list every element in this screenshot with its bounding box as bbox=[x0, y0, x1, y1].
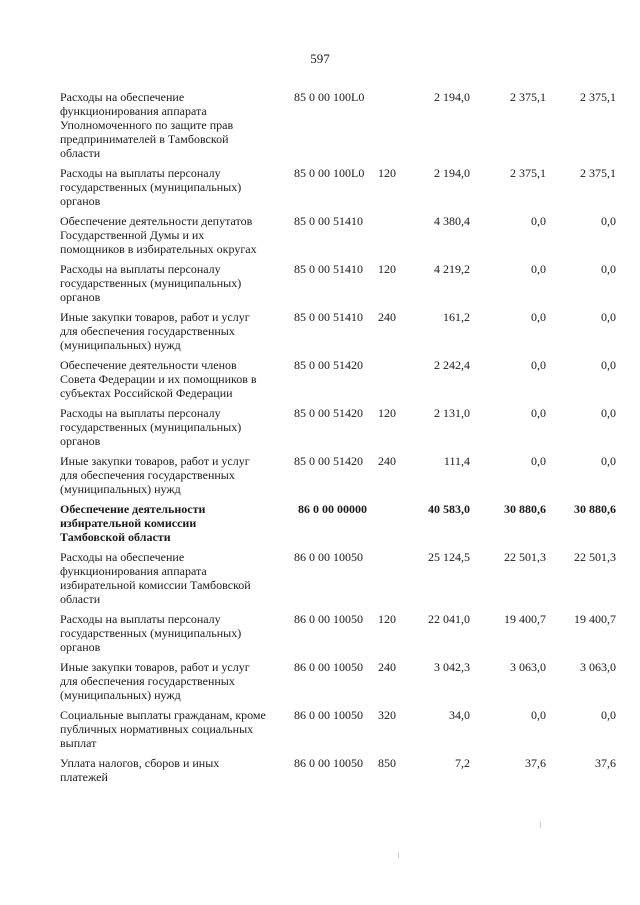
table-row bbox=[60, 166, 620, 208]
row-value-year1: 2 131,0 bbox=[434, 406, 470, 420]
row-code: 85 0 00 51410 bbox=[294, 214, 363, 228]
row-code: 85 0 00 51420 bbox=[294, 454, 363, 468]
row-name: Уплата налогов, сборов и иных платежей bbox=[60, 756, 220, 784]
row-value-year1: 22 041,0 bbox=[428, 612, 470, 626]
row-name: Иные закупки товаров, работ и услуг для обеспечения государственных (муниципальных) нужд bbox=[60, 310, 250, 352]
row-value-year3: 3 063,0 bbox=[580, 660, 616, 674]
row-expense-type: 120 bbox=[378, 406, 396, 420]
row-value-year2: 2 375,1 bbox=[510, 166, 546, 180]
row-value-year2: 0,0 bbox=[531, 454, 546, 468]
row-expense-type: 120 bbox=[378, 612, 396, 626]
row-value-year2: 0,0 bbox=[531, 214, 546, 228]
row-value-year1: 2 242,4 bbox=[434, 358, 470, 372]
row-name: Расходы на обеспечение функционирования аппарата Уполномоченного по защите прав предпринимателей в Тамбовской области bbox=[60, 90, 234, 160]
row-value-year3: 0,0 bbox=[601, 454, 616, 468]
row-value-year3: 2 375,1 bbox=[580, 90, 616, 104]
table-row bbox=[60, 708, 620, 750]
row-name: Обеспечение деятельности депутатов Государственной Думы и их помощников в избирательных округах bbox=[60, 214, 257, 256]
row-name: Иные закупки товаров, работ и услуг для обеспечения государственных (муниципальных) нужд bbox=[60, 660, 250, 702]
row-code: 85 0 00 51410 bbox=[294, 310, 363, 324]
row-value-year1: 7,2 bbox=[455, 756, 470, 770]
row-value-year2: 3 063,0 bbox=[510, 660, 546, 674]
row-expense-type: 240 bbox=[378, 310, 396, 324]
row-expense-type: 850 bbox=[378, 756, 396, 770]
row-value-year2: 30 880,6 bbox=[504, 502, 546, 516]
row-value-year1: 2 194,0 bbox=[434, 166, 470, 180]
budget-table bbox=[60, 90, 620, 790]
row-value-year2: 22 501,3 bbox=[504, 550, 546, 564]
table-row bbox=[60, 454, 620, 496]
row-name: Расходы на обеспечение функционирования аппарата избирательной комиссии Тамбовской области bbox=[60, 550, 251, 606]
row-code: 85 0 00 51420 bbox=[294, 406, 363, 420]
row-value-year3: 0,0 bbox=[601, 310, 616, 324]
row-code: 86 0 00 10050 bbox=[294, 660, 363, 674]
page-number: 597 bbox=[310, 51, 330, 66]
row-value-year1: 111,4 bbox=[443, 454, 470, 468]
table-row bbox=[60, 550, 620, 606]
row-code: 86 0 00 10050 bbox=[294, 612, 363, 626]
row-code: 85 0 00 100L0 bbox=[294, 90, 365, 104]
table-row bbox=[60, 90, 620, 160]
row-code: 86 0 00 10050 bbox=[294, 708, 363, 722]
row-name: Расходы на выплаты персоналу государственных (муниципальных) органов bbox=[60, 612, 242, 654]
row-value-year1: 4 219,2 bbox=[434, 262, 470, 276]
row-value-year1: 3 042,3 bbox=[434, 660, 470, 674]
table-row bbox=[60, 310, 620, 352]
scan-speck bbox=[398, 852, 399, 858]
row-expense-type: 120 bbox=[378, 262, 396, 276]
row-value-year1: 40 583,0 bbox=[428, 502, 470, 516]
scan-speck bbox=[540, 822, 541, 828]
row-value-year2: 0,0 bbox=[531, 406, 546, 420]
row-value-year1: 4 380,4 bbox=[434, 214, 470, 228]
row-value-year1: 34,0 bbox=[449, 708, 470, 722]
row-expense-type: 320 bbox=[378, 708, 396, 722]
row-value-year3: 19 400,7 bbox=[574, 612, 616, 626]
row-expense-type: 240 bbox=[378, 454, 396, 468]
row-code: 85 0 00 51420 bbox=[294, 358, 363, 372]
table-row bbox=[60, 214, 620, 256]
row-value-year1: 25 124,5 bbox=[428, 550, 470, 564]
row-value-year2: 0,0 bbox=[531, 262, 546, 276]
row-value-year1: 2 194,0 bbox=[434, 90, 470, 104]
table-row bbox=[60, 756, 620, 784]
row-name: Иные закупки товаров, работ и услуг для обеспечения государственных (муниципальных) нужд bbox=[60, 454, 250, 496]
row-name: Расходы на выплаты персоналу государственных (муниципальных) органов bbox=[60, 166, 242, 208]
row-code: 86 0 00 10050 bbox=[294, 756, 363, 770]
row-expense-type: 120 bbox=[378, 166, 396, 180]
row-value-year3: 30 880,6 bbox=[574, 502, 616, 516]
table-row bbox=[60, 358, 620, 400]
row-code: 85 0 00 100L0 bbox=[294, 166, 365, 180]
row-value-year2: 2 375,1 bbox=[510, 90, 546, 104]
row-code: 85 0 00 51410 bbox=[294, 262, 363, 276]
table-section-row bbox=[60, 502, 620, 544]
table-row bbox=[60, 406, 620, 448]
table-row bbox=[60, 660, 620, 702]
row-value-year2: 0,0 bbox=[531, 358, 546, 372]
row-value-year3: 22 501,3 bbox=[574, 550, 616, 564]
row-value-year3: 0,0 bbox=[601, 262, 616, 276]
row-name: Обеспечение деятельности избирательной комиссии Тамбовской области bbox=[60, 502, 206, 544]
row-name: Расходы на выплаты персоналу государственных (муниципальных) органов bbox=[60, 262, 242, 304]
row-name: Расходы на выплаты персоналу государственных (муниципальных) органов bbox=[60, 406, 242, 448]
row-value-year3: 0,0 bbox=[601, 708, 616, 722]
row-name: Социальные выплаты гражданам, кроме публичных нормативных социальных выплат bbox=[60, 708, 266, 750]
row-value-year3: 0,0 bbox=[601, 358, 616, 372]
row-value-year3: 0,0 bbox=[601, 406, 616, 420]
table-row bbox=[60, 262, 620, 304]
row-value-year2: 37,6 bbox=[525, 756, 546, 770]
row-expense-type: 240 bbox=[378, 660, 396, 674]
row-value-year3: 2 375,1 bbox=[580, 166, 616, 180]
row-name: Обеспечение деятельности членов Совета Федерации и их помощников в субъектах Российской Федерации bbox=[60, 358, 257, 400]
row-value-year3: 37,6 bbox=[595, 756, 616, 770]
row-value-year1: 161,2 bbox=[443, 310, 470, 324]
row-value-year2: 19 400,7 bbox=[504, 612, 546, 626]
row-value-year2: 0,0 bbox=[531, 310, 546, 324]
row-value-year3: 0,0 bbox=[601, 214, 616, 228]
row-code: 86 0 00 10050 bbox=[294, 550, 363, 564]
table-row bbox=[60, 612, 620, 654]
row-code: 86 0 00 00000 bbox=[298, 502, 367, 516]
row-value-year2: 0,0 bbox=[531, 708, 546, 722]
